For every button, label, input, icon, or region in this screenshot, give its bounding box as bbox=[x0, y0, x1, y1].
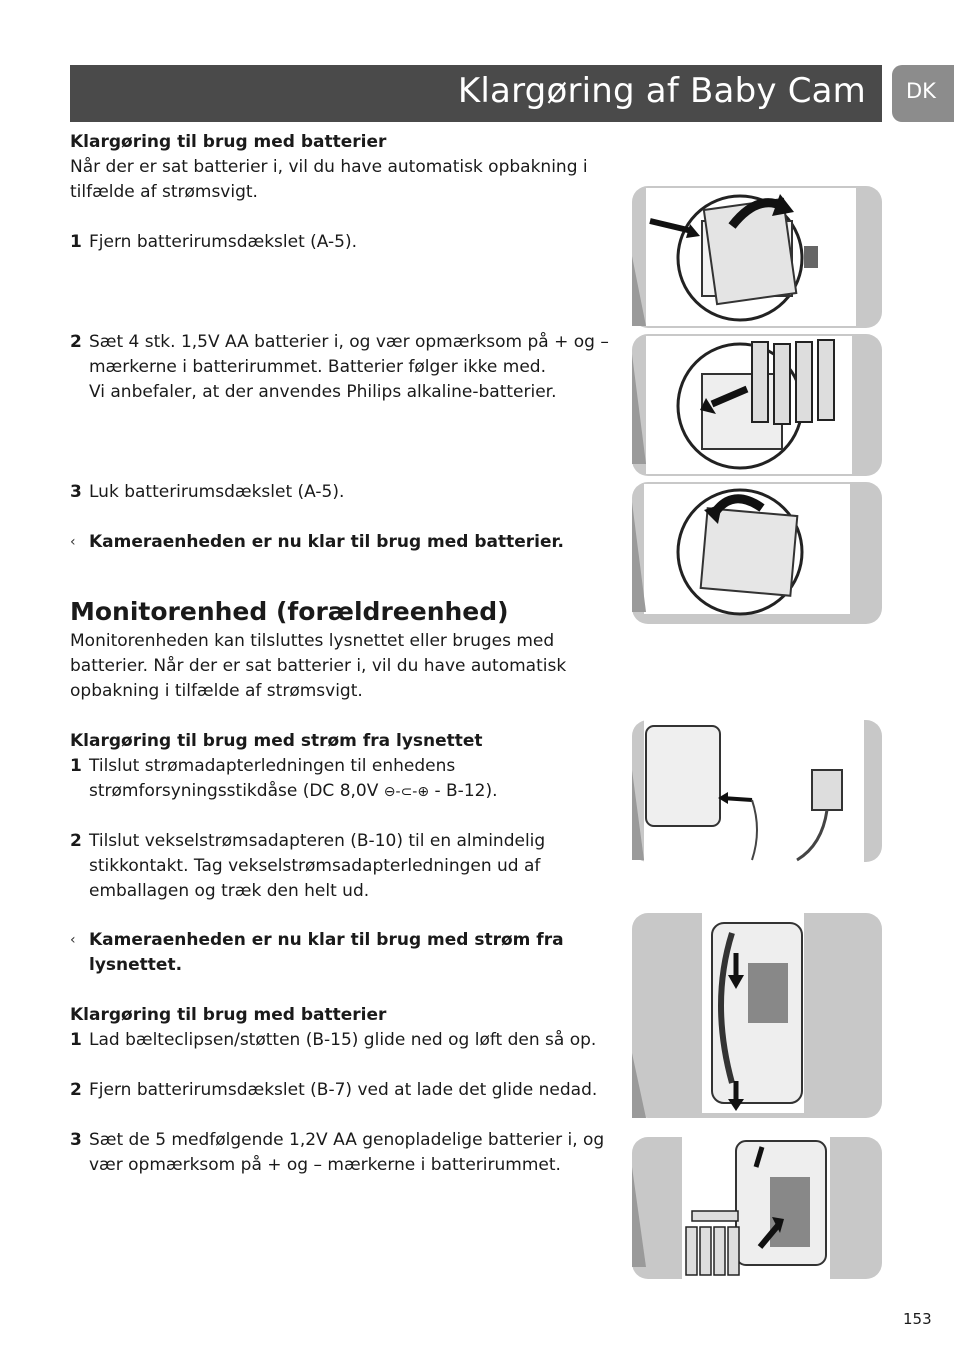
remove-cover-illustration bbox=[632, 186, 882, 328]
step-text: Lad bælteclipsen/støtten (B-15) glide ned og løft den så op. bbox=[89, 1030, 597, 1050]
result-marker: ‹ bbox=[70, 534, 76, 550]
step-text-note: Vi anbefaler, at der anvendes Philips alkaline-batterier. bbox=[89, 382, 557, 402]
step-text: Fjern batterirumsdækslet (A-5). bbox=[89, 232, 358, 252]
header-bar bbox=[70, 65, 882, 122]
language-tab-label: DK bbox=[906, 79, 936, 103]
step-number: 2 bbox=[70, 831, 82, 851]
step-number: 2 bbox=[70, 332, 82, 352]
step-text: Tilslut strømadapterledningen til enhedens bbox=[89, 756, 456, 776]
monitor-batteries-illustration bbox=[632, 1137, 882, 1279]
step-text: strømforsyningsstikdåse (DC 8,0V bbox=[89, 781, 379, 801]
insert-batteries-illustration bbox=[632, 334, 882, 476]
page-title: Klargøring af Baby Cam bbox=[457, 71, 866, 111]
page-number: 153 bbox=[903, 1310, 932, 1328]
step-number: 1 bbox=[70, 232, 82, 252]
adapter-connect-illustration bbox=[632, 720, 882, 862]
step-number: 1 bbox=[70, 1030, 82, 1050]
monitor-batteries-heading: Klargøring til brug med batterier bbox=[70, 1005, 387, 1025]
camera-batteries-intro: Når der er sat batterier i, vil du have automatisk opbakning i tilfælde af strømsvigt. bbox=[70, 157, 588, 202]
step-text: - B-12). bbox=[429, 781, 498, 801]
step-number: 3 bbox=[70, 482, 82, 502]
monitor-section-title: Monitorenhed (forældreenhed) bbox=[70, 597, 509, 626]
monitor-intro: Monitorenheden kan tilsluttes lysnettet eller bruges med batterier. Når der er sat batterier i, vil du have automatisk opbakning i tilfælde af strømsvigt. bbox=[70, 631, 567, 701]
polarity-symbol: ⊖-⊂-⊕ bbox=[383, 784, 430, 800]
step-number: 3 bbox=[70, 1130, 82, 1150]
camera-batteries-heading: Klargøring til brug med batterier bbox=[70, 132, 387, 152]
close-cover-illustration bbox=[632, 482, 882, 624]
step-text: Fjern batterirumsdækslet (B-7) ved at lade det glide nedad. bbox=[89, 1080, 598, 1100]
language-tab bbox=[892, 65, 954, 122]
step-text: Tilslut vekselstrømsadapteren (B-10) til en almindelig stikkontakt. Tag vekselstrømsadapterledningen ud af emballagen og træk den helt ud. bbox=[89, 831, 546, 901]
step-text: Sæt 4 stk. 1,5V AA batterier i, og vær opmærksom på + og – mærkerne i batterirummet. Batterier følger ikke med. bbox=[89, 332, 609, 377]
result-text: Kameraenheden er nu klar til brug med batterier. bbox=[89, 532, 564, 552]
step-text: Luk batterirumsdækslet (A-5). bbox=[89, 482, 345, 502]
step-number: 2 bbox=[70, 1080, 82, 1100]
result-marker: ‹ bbox=[70, 932, 76, 948]
result-text: Kameraenheden er nu klar til brug med strøm fra lysnettet. bbox=[89, 930, 564, 975]
step-text: Sæt de 5 medfølgende 1,2V AA genopladelige batterier i, og vær opmærksom på + og – mærkerne i batterirummet. bbox=[89, 1130, 605, 1175]
step-number: 1 bbox=[70, 756, 82, 776]
mains-heading: Klargøring til brug med strøm fra lysnettet bbox=[70, 731, 483, 751]
belt-clip-illustration bbox=[632, 913, 882, 1118]
